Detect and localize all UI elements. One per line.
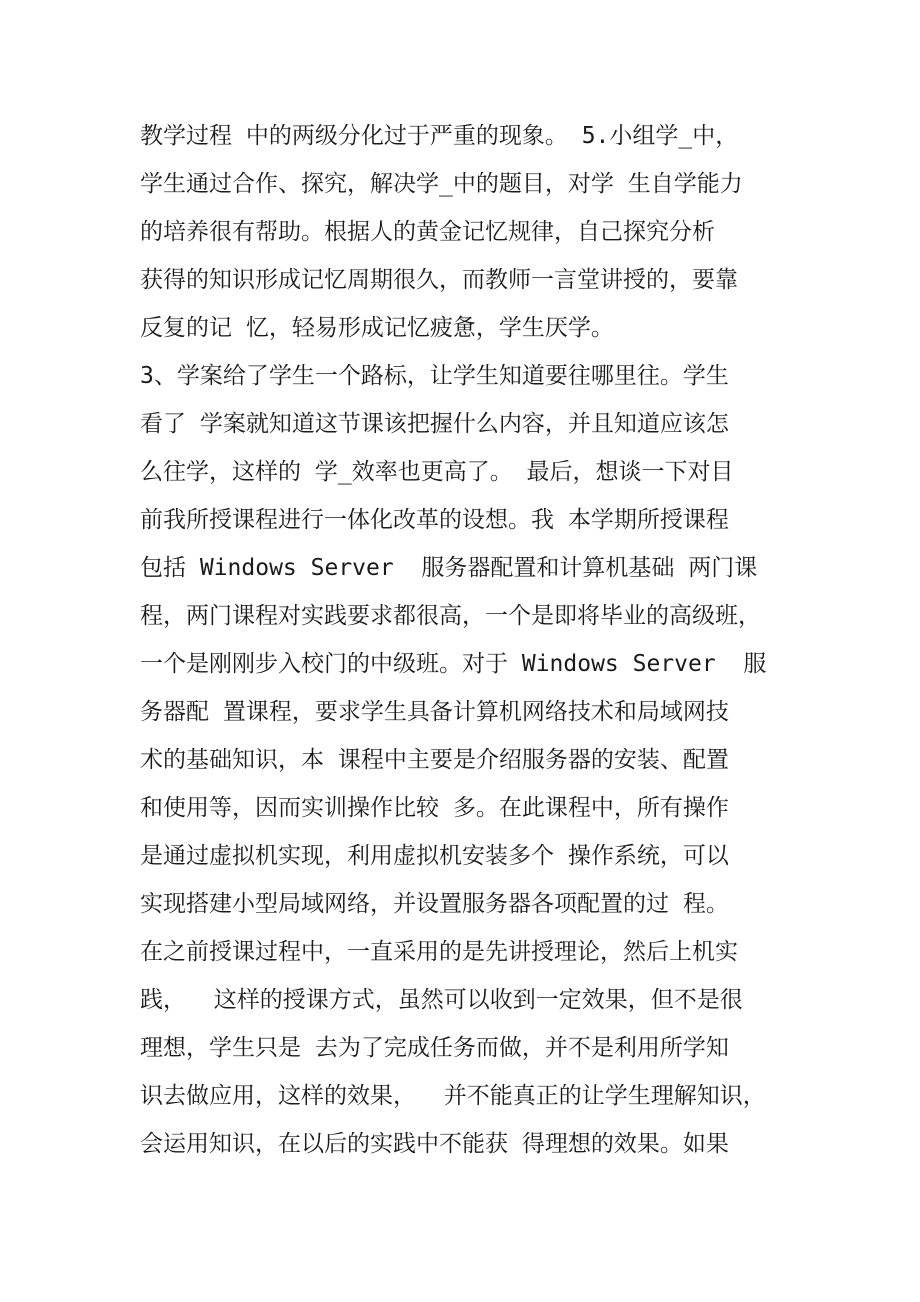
text-line: 程，两门课程对实践要求都很高，一个是即将毕业的高级班， — [140, 603, 761, 629]
text-line: 术的基础知识，本 课程中主要是介绍服务器的安装、配置 — [140, 747, 729, 773]
text-line: 务器配 置课程，要求学生具备计算机网络技术和局域网技 — [140, 699, 729, 725]
text-line: 教学过程 中的两级分化过于严重的现象。 5.小组学_中， — [140, 123, 739, 149]
text-line: 践， 这样的授课方式，虽然可以收到一定效果，但不是很 — [140, 987, 743, 1013]
text-line: 和使用等，因而实训操作比较 多。在此课程中，所有操作 — [140, 795, 729, 821]
document-body — [140, 112, 790, 1168]
text-line: 理想，学生只是 去为了完成任务而做，并不是利用所学知 — [140, 1035, 729, 1061]
text-line: 实现搭建小型局域网络，并设置服务器各项配置的过 程。 — [140, 891, 729, 917]
text-line: 前我所授课程进行一体化改革的设想。我 本学期所授课程 — [140, 507, 729, 533]
text-line: 一个是刚刚步入校门的中级班。对于 Windows Server 服 — [140, 651, 767, 677]
text-line: 包括 Windows Server 服务器配置和计算机基础 两门课 — [140, 555, 758, 581]
text-line: 3、学案给了学生一个路标，让学生知道要往哪里往。学生 — [140, 363, 729, 389]
text-line: 学生通过合作、探究，解决学_中的题目，对学 生自学能力 — [140, 171, 743, 197]
text-line: 的培养很有帮助。根据人的黄金记忆规律，自己探究分析 — [140, 219, 715, 245]
text-line: 看了 学案就知道这节课该把握什么内容，并且知道应该怎 — [140, 411, 729, 437]
text-line: 获得的知识形成记忆周期很久，而教师一言堂讲授的，要靠 — [140, 267, 738, 293]
text-line: 么往学，这样的 学_效率也更高了。 最后，想谈一下对目 — [140, 459, 734, 485]
text-line: 是通过虚拟机实现，利用虚拟机安装多个 操作系统，可以 — [140, 843, 729, 869]
text-line: 在之前授课过程中，一直采用的是先讲授理论，然后上机实 — [140, 939, 738, 965]
text-line: 反复的记 忆，轻易形成记忆疲惫，学生厌学。 — [140, 315, 614, 341]
text-line: 识去做应用，这样的效果， 并不能真正的让学生理解知识， — [140, 1083, 766, 1109]
text-line: 会运用知识，在以后的实践中不能获 得理想的效果。如果 — [140, 1131, 729, 1157]
